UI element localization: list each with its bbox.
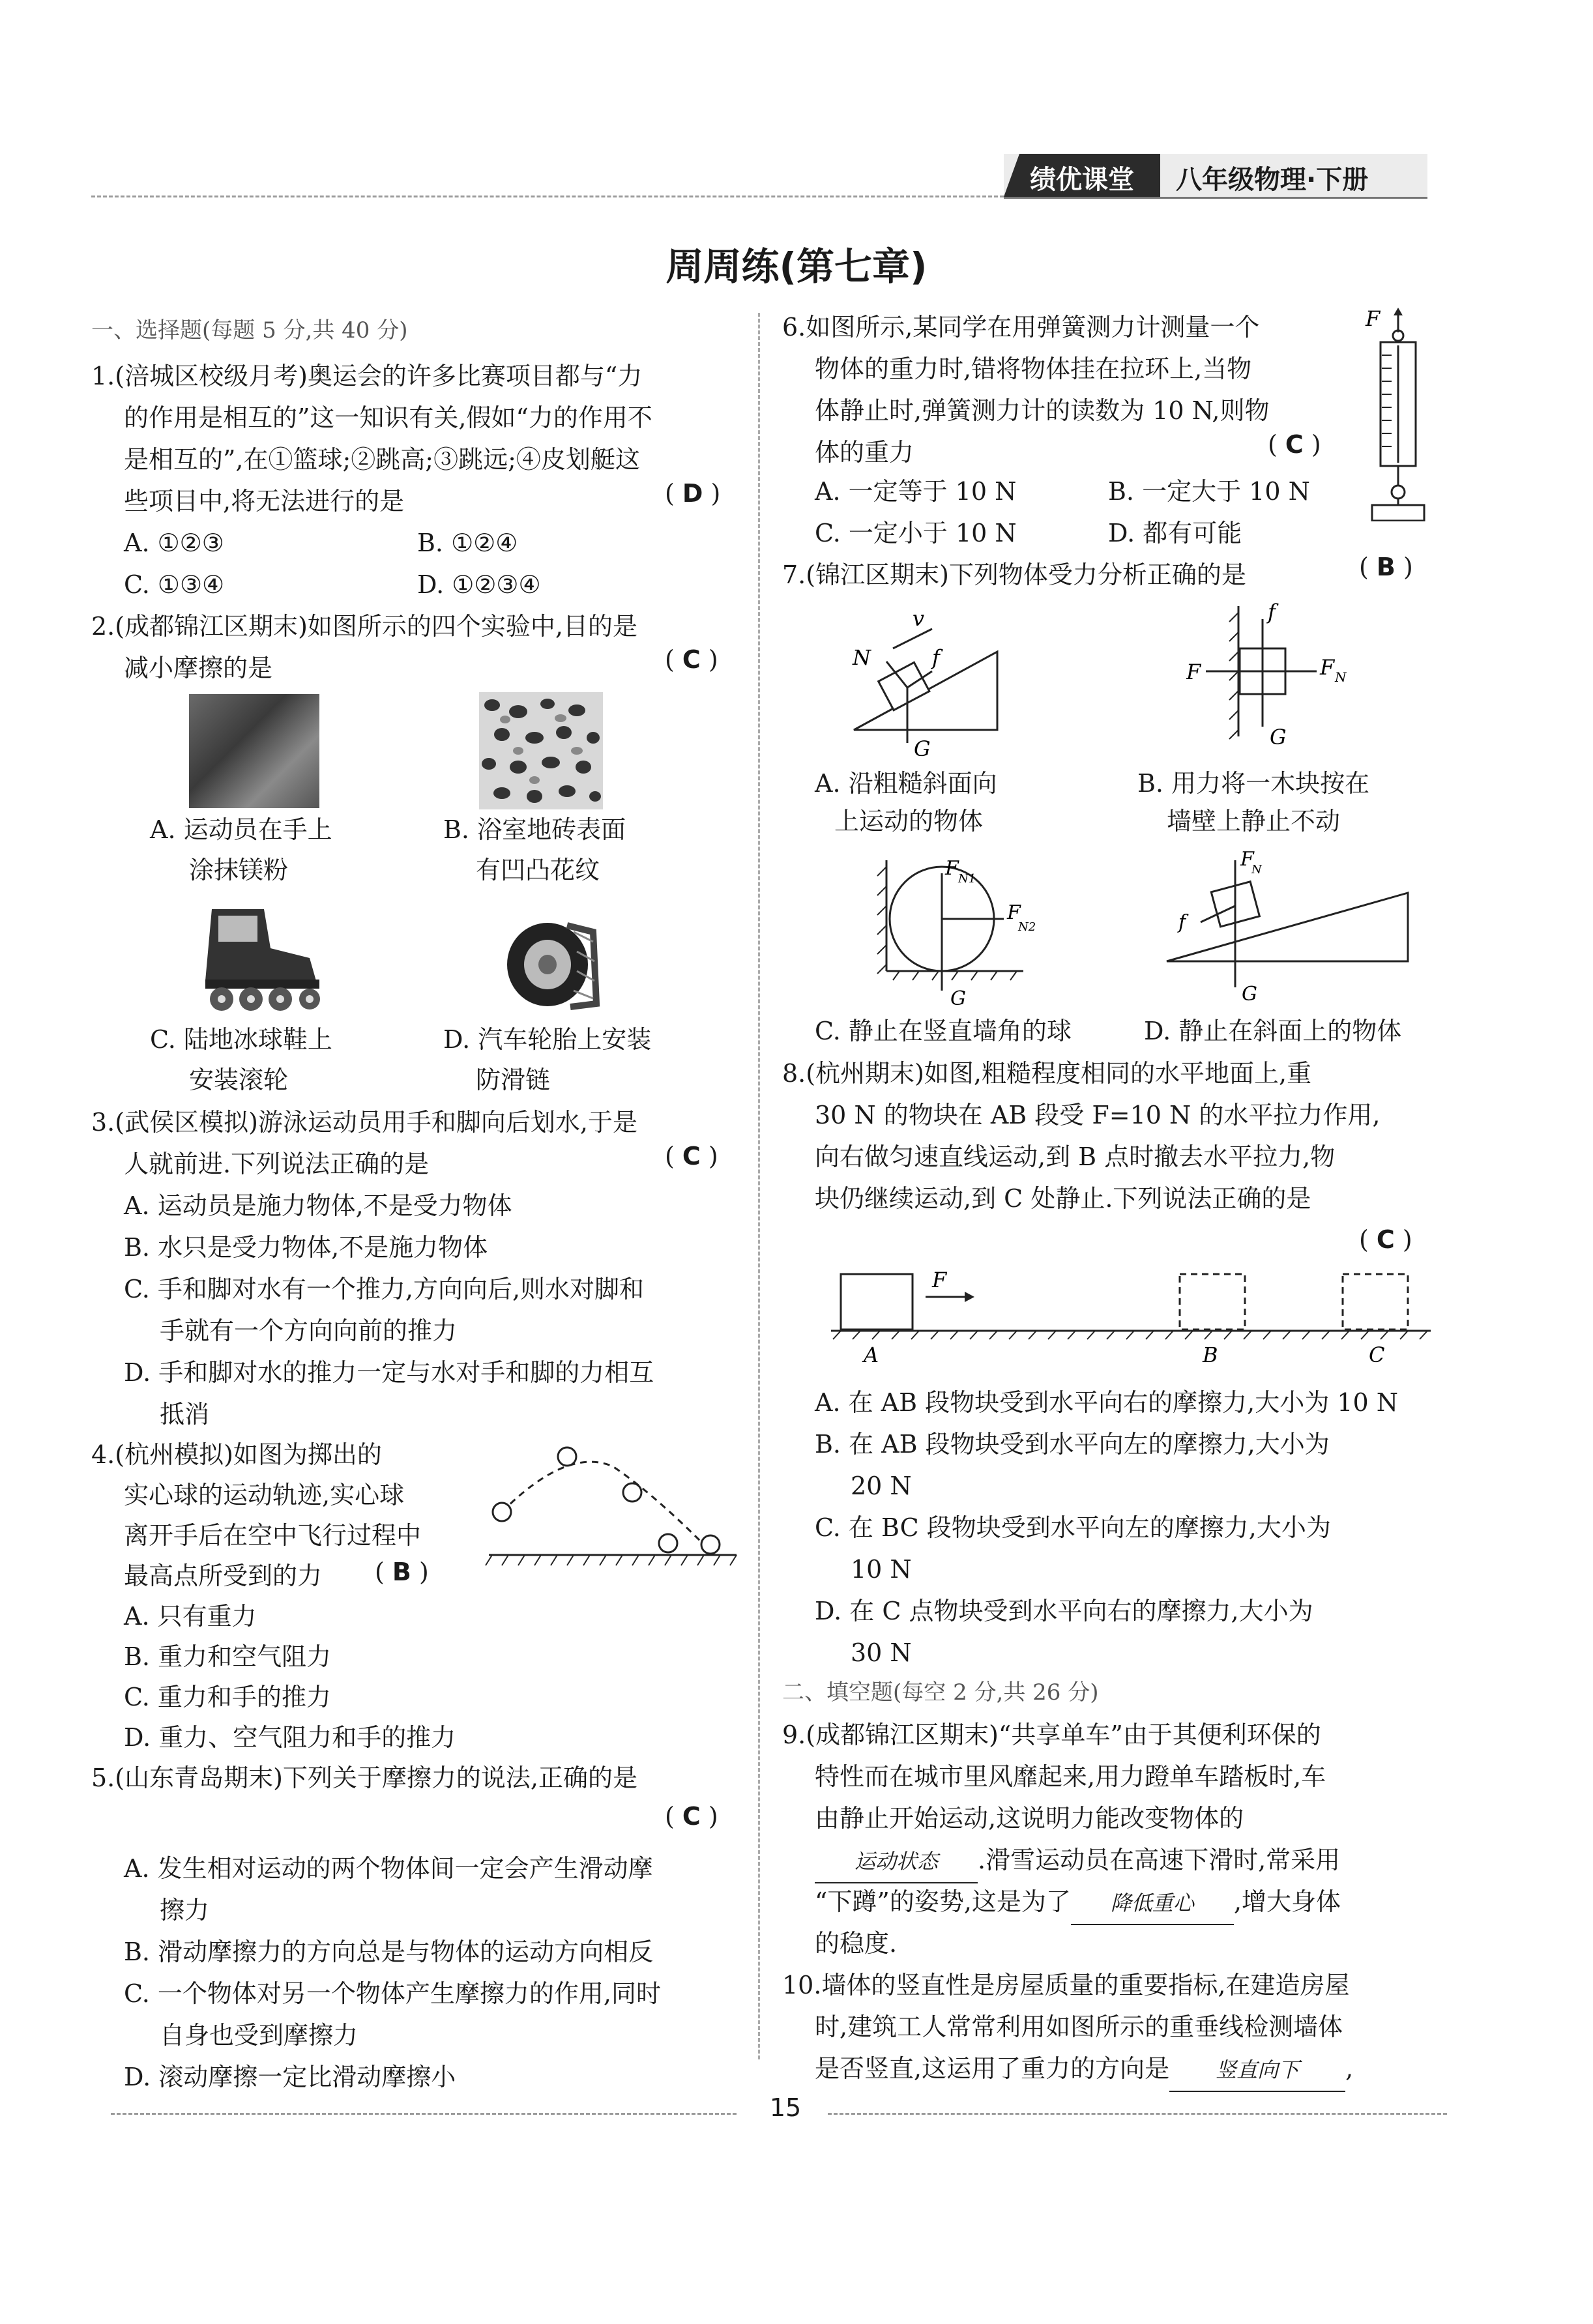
ball-trajectory-diagram — [482, 1440, 743, 1571]
q7b-label-fn-sub: N — [1335, 669, 1347, 685]
q2-caption-c-1: C. 陆地冰球鞋上 — [150, 1025, 332, 1054]
q3-option-d-2: 抵消 — [160, 1400, 210, 1429]
q2-answer: ( C ) — [665, 645, 718, 674]
q3-line-2: 人就前进.下列说法正确的是 — [124, 1150, 430, 1178]
q2-caption-b-1: B. 浴室地砖表面 — [443, 815, 626, 844]
q7a-label-n: N — [853, 645, 871, 670]
q9-line-5b: ,增大身体 — [1233, 1887, 1341, 1916]
q3-option-c-1: C. 手和脚对水有一个推力,方向向后,则水对脚和 — [124, 1275, 645, 1303]
q8-option-a: A. 在 AB 段物块受到水平向右的摩擦力,大小为 10 N — [815, 1388, 1398, 1417]
q8-line-3: 向右做匀速直线运动,到 B 点时撤去水平拉力,物 — [815, 1142, 1336, 1171]
header-banner — [1004, 154, 1427, 199]
q1-line-4: 些项目中,将无法进行的是 — [124, 487, 405, 516]
q7-line-1: 7.(锦江区期末)下列物体受力分析正确的是 — [782, 560, 1246, 589]
q9-line-3: 由静止开始运动,这说明力能改变物体的 — [815, 1804, 1244, 1833]
q9-line-5 — [815, 1881, 1341, 1925]
q6-option-d: D. 都有可能 — [1108, 519, 1242, 547]
q5-answer: ( C ) — [665, 1802, 718, 1831]
q7d-label-f: f — [1178, 911, 1186, 934]
header-brand: 绩优课堂 — [1030, 165, 1134, 195]
q10-line-3-text: 是否竖直,这运用了重力的方向是 — [815, 2054, 1170, 2083]
q7c-label-fn2: F — [1007, 901, 1021, 924]
q3-option-a: A. 运动员是施力物体,不是受力物体 — [124, 1191, 512, 1220]
q7c-label-fn1-sub: N1 — [958, 872, 976, 886]
q4-answer: ( B ) — [375, 1558, 429, 1586]
q1-option-c: C. ①③④ — [124, 570, 225, 599]
q4-option-d: D. 重力、空气阻力和手的推力 — [124, 1723, 456, 1752]
q8-block-diagram — [828, 1261, 1434, 1378]
q2-caption-a-2: 涂抹镁粉 — [189, 856, 289, 884]
q5-option-c-2: 自身也受到摩擦力 — [160, 2021, 358, 2050]
q8-option-b-2: 20 N — [851, 1472, 912, 1500]
q2-caption-d-1: D. 汽车轮胎上安装 — [443, 1025, 652, 1054]
q10-line-2: 时,建筑工人常常利用如图所示的重垂线检测墙体 — [815, 2012, 1343, 2041]
q5-answer-letter: C — [682, 1802, 701, 1831]
q7a-label-v: v — [913, 606, 925, 631]
q2-line-2: 减小摩擦的是 — [124, 654, 273, 682]
section-choice-heading: 一、选择题(每题 5 分,共 40 分) — [91, 317, 408, 343]
q1-line-2: 的作用是相互的”这一知识有关,假如“力的作用不 — [124, 403, 652, 432]
q2-caption-d-2: 防滑链 — [476, 1066, 551, 1094]
q9-line-6: 的稳度. — [815, 1929, 898, 1958]
q6-line-4: 体的重力 — [815, 438, 914, 467]
q7-answer-letter: B — [1376, 553, 1396, 581]
q8-line-1: 8.(杭州期末)如图,粗糙程度相同的水平地面上,重 — [782, 1059, 1312, 1088]
q4-line-1: 4.(杭州模拟)如图为掷出的 — [91, 1440, 382, 1469]
q8-option-c-1: C. 在 BC 段物块受到水平向左的摩擦力,大小为 — [815, 1513, 1331, 1542]
section-fill-heading: 二、填空题(每空 2 分,共 26 分) — [782, 1679, 1099, 1706]
q5-option-a-2: 擦力 — [160, 1896, 210, 1925]
q9-line-1: 9.(成都锦江区期末)“共享单车”由于其便利环保的 — [782, 1721, 1321, 1749]
q8-point-a: A — [864, 1343, 879, 1367]
q1-line-3: 是相互的”,在①篮球;②跳高;③跳远;④皮划艇这 — [124, 445, 640, 474]
q7-diagram-d — [1160, 847, 1421, 1010]
q5-option-a-1: A. 发生相对运动的两个物体间一定会产生滑动摩 — [124, 1854, 653, 1883]
q10-line-3 — [815, 2048, 1353, 2092]
q6-line-2: 物体的重力时,错将物体挂在拉环上,当物 — [815, 355, 1252, 383]
q9-blank-2: 降低重心 — [1071, 1882, 1234, 1925]
q6-option-a: A. 一定等于 10 N — [815, 477, 1017, 506]
footer-dash-left — [111, 2113, 737, 2115]
q8-option-b-1: B. 在 AB 段物块受到水平向左的摩擦力,大小为 — [815, 1430, 1330, 1459]
q7a-label-g: G — [914, 736, 931, 761]
q7-diagram-a — [834, 600, 1030, 763]
q3-option-b: B. 水只是受力物体,不是施力物体 — [124, 1233, 488, 1262]
q8-line-2: 30 N 的物块在 AB 段受 F=10 N 的水平拉力作用, — [815, 1101, 1381, 1129]
q2-line-1: 2.(成都锦江区期末)如图所示的四个实验中,目的是 — [91, 612, 637, 641]
q9-blank-1: 运动状态 — [815, 1840, 978, 1883]
q4-option-b: B. 重力和空气阻力 — [124, 1642, 332, 1671]
q6-line-1: 6.如图所示,某同学在用弹簧测力计测量一个 — [782, 313, 1260, 341]
q8-option-c-2: 10 N — [851, 1555, 912, 1584]
q8-point-b: B — [1203, 1343, 1218, 1367]
q5-option-b: B. 滑动摩擦力的方向总是与物体的运动方向相反 — [124, 1938, 654, 1966]
q3-option-d-1: D. 手和脚对水的推力一定与水对手和脚的力相互 — [124, 1358, 654, 1387]
q7-diagram-b — [1186, 593, 1356, 763]
q2-caption-c-2: 安装滚轮 — [189, 1066, 289, 1094]
q1-option-d: D. ①②③④ — [417, 570, 541, 599]
q8-line-4: 块仍继续运动,到 C 处静止.下列说法正确的是 — [815, 1184, 1311, 1213]
q2-caption-a-1: A. 运动员在手上 — [150, 815, 332, 844]
q7-diagram-c — [873, 847, 1069, 1010]
q3-answer: ( C ) — [665, 1142, 718, 1170]
q7-caption-a-1: A. 沿粗糙斜面向 — [815, 769, 997, 798]
q2-answer-letter: C — [682, 645, 701, 674]
q1-option-b: B. ①②④ — [417, 529, 518, 557]
q5-line-1: 5.(山东青岛期末)下列关于摩擦力的说法,正确的是 — [91, 1764, 637, 1792]
q7-caption-a-2: 上运动的物体 — [834, 807, 984, 835]
q6-answer-letter: C — [1285, 430, 1304, 459]
q5-option-d: D. 滚动摩擦一定比滑动摩擦小 — [124, 2063, 456, 2091]
roller-skate-image — [186, 903, 329, 1013]
q7-caption-b-1: B. 用力将一木块按在 — [1137, 769, 1370, 798]
q8-option-d-2: 30 N — [851, 1638, 912, 1667]
bathroom-tile-image — [479, 692, 603, 809]
page-number: 15 — [769, 2093, 802, 2122]
q7d-label-g: G — [1242, 983, 1257, 1006]
q6-answer: ( C ) — [1268, 430, 1321, 459]
q8-point-c: C — [1369, 1343, 1385, 1367]
q9-line-4-text: .滑雪运动员在高速下滑时,常采用 — [978, 1846, 1341, 1874]
q7c-label-fn2-sub: N2 — [1018, 920, 1036, 934]
q7c-label-g: G — [950, 987, 966, 1010]
q7c-label-fn1: F — [945, 857, 959, 880]
q9-line-4 — [815, 1839, 1340, 1883]
q6-line-3: 体静止时,弹簧测力计的读数为 10 N,则物 — [815, 396, 1270, 425]
q7-caption-d: D. 静止在斜面上的物体 — [1144, 1017, 1402, 1045]
q10-line-1: 10.墙体的竖直性是房屋质量的重要指标,在建造房屋 — [782, 1971, 1350, 1999]
q10-blank: 竖直向下 — [1169, 2049, 1345, 2092]
q7-caption-b-2: 墙壁上静止不动 — [1167, 807, 1341, 835]
q7b-label-f: f — [1268, 600, 1276, 624]
q1-line-1: 1.(涪城区校级月考)奥运会的许多比赛项目都与“力 — [91, 362, 643, 390]
header-subject: 八年级物理·下册 — [1176, 165, 1369, 195]
q10-line-3-end: , — [1345, 2054, 1354, 2083]
q2-caption-b-2: 有凹凸花纹 — [476, 856, 600, 884]
q8-answer-letter: C — [1376, 1225, 1395, 1254]
q6-fig-label: F — [1366, 306, 1381, 331]
spring-scale-diagram — [1362, 306, 1434, 521]
q8-answer: ( C ) — [1359, 1225, 1412, 1254]
q7-caption-c: C. 静止在竖直墙角的球 — [815, 1017, 1072, 1045]
q1-option-a: A. ①②③ — [124, 529, 224, 557]
q7b-label-fn: F — [1320, 655, 1335, 680]
q3-answer-letter: C — [682, 1142, 701, 1170]
q4-answer-letter: B — [392, 1558, 411, 1586]
footer-dash-right — [828, 2113, 1447, 2115]
q9-line-2: 特性而在城市里风靡起来,用力蹬单车踏板时,车 — [815, 1762, 1326, 1791]
header-dashed-line — [91, 196, 1004, 197]
q4-line-3: 离开手后在空中飞行过程中 — [124, 1521, 422, 1550]
q1-answer-letter: D — [682, 479, 703, 508]
q4-line-2: 实心球的运动轨迹,实心球 — [124, 1481, 405, 1509]
q8-option-d-1: D. 在 C 点物块受到水平向右的摩擦力,大小为 — [815, 1597, 1313, 1625]
q3-option-c-2: 手就有一个方向向前的推力 — [160, 1316, 458, 1345]
q4-option-c: C. 重力和手的推力 — [124, 1683, 331, 1711]
q4-option-a: A. 只有重力 — [124, 1602, 257, 1631]
q7a-label-f: f — [932, 645, 940, 670]
q5-option-c-1: C. 一个物体对另一个物体产生摩擦力的作用,同时 — [124, 1979, 661, 2008]
q1-answer: ( D ) — [665, 479, 721, 508]
column-divider — [758, 313, 760, 2059]
q4-line-4: 最高点所受到的力 — [124, 1561, 323, 1590]
q6-option-b: B. 一定大于 10 N — [1108, 477, 1310, 506]
magnesium-hands-image — [189, 694, 319, 808]
q7d-label-fn: F — [1240, 848, 1254, 871]
tire-chain-image — [495, 912, 613, 1010]
q7b-label-f-left: F — [1186, 660, 1201, 684]
q8-force-label: F — [932, 1268, 947, 1292]
q6-option-c: C. 一定小于 10 N — [815, 519, 1017, 547]
q9-line-5a: “下蹲”的姿势,这是为了 — [815, 1887, 1071, 1916]
q7d-label-fn-sub: N — [1251, 863, 1262, 877]
q3-line-1: 3.(武侯区模拟)游泳运动员用手和脚向后划水,于是 — [91, 1108, 637, 1137]
page-title: 周周练(第七章) — [665, 244, 928, 289]
q7-answer: ( B ) — [1359, 553, 1413, 581]
q7b-label-g: G — [1270, 725, 1287, 749]
